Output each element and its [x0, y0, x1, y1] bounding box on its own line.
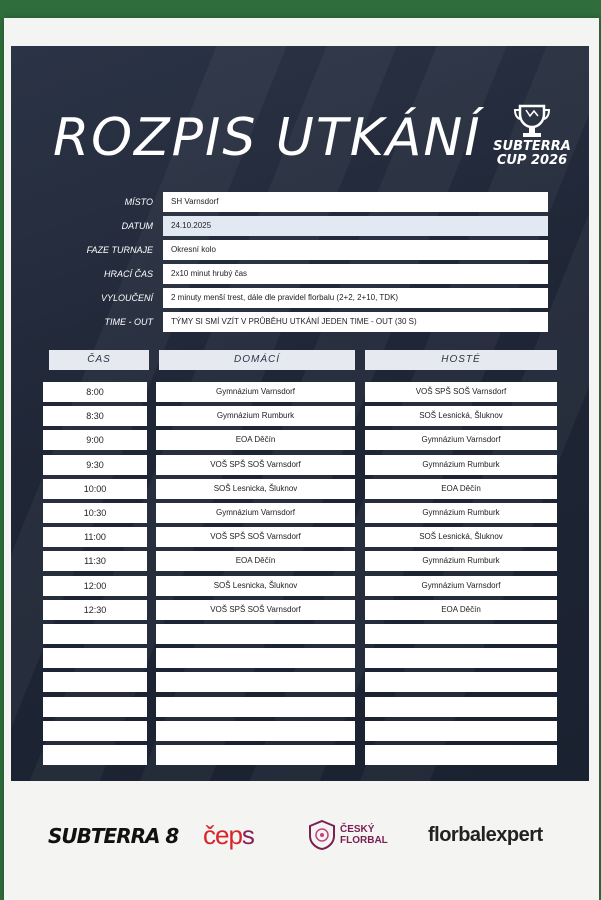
info-value: 2 minuty menší trest, dále dle pravidel florbalu (2+2, 2+10, TDK) [163, 288, 548, 308]
home-team-cell [156, 745, 355, 765]
time-cell [43, 697, 147, 717]
home-team-cell: VOŠ SPŠ SOŠ Varnsdorf [156, 455, 355, 475]
away-team-cell [365, 745, 557, 765]
away-team-cell [365, 648, 557, 668]
florbalexpert-logo: florbalexpert [428, 824, 543, 846]
cesky-florbal-line-2: FLORBAL [340, 835, 388, 846]
away-team-cell: Gymnázium Rumburk [365, 503, 557, 523]
away-team-cell [365, 624, 557, 644]
info-label: FAZE TURNAJE [86, 245, 153, 255]
column-header-home: DOMÁCÍ [159, 350, 355, 370]
time-cell: 9:30 [43, 455, 147, 475]
trophy-icon [512, 102, 552, 140]
away-team-cell: EOA Děčín [365, 479, 557, 499]
sponsor-bar [8, 808, 601, 868]
subterra-cup-logo [489, 102, 575, 192]
away-team-cell: Gymnázium Rumburk [365, 455, 557, 475]
home-team-cell [156, 672, 355, 692]
time-cell: 8:00 [43, 382, 147, 402]
home-team-cell: SOŠ Lesnicka, Šluknov [156, 576, 355, 596]
ceps-logo [203, 820, 254, 851]
time-cell: 11:30 [43, 551, 147, 571]
info-label: DATUM [121, 221, 153, 231]
time-cell: 12:00 [43, 576, 147, 596]
home-team-cell: Gymnázium Rumburk [156, 406, 355, 426]
away-team-cell: SOŠ Lesnická, Šluknov [365, 406, 557, 426]
cesky-florbal-line-1: ČESKÝ [340, 824, 375, 835]
time-cell: 8:30 [43, 406, 147, 426]
away-team-cell: Gymnázium Rumburk [365, 551, 557, 571]
away-team-cell: SOŠ Lesnická, Šluknov [365, 527, 557, 547]
info-label: HRACÍ ČAS [103, 269, 153, 279]
info-value: 24.10.2025 [163, 216, 548, 236]
florbal-shield-icon [308, 820, 336, 850]
away-team-cell: Gymnázium Varnsdorf [365, 430, 557, 450]
info-value: SH Varnsdorf [163, 192, 548, 212]
home-team-cell [156, 624, 355, 644]
subterra-logo: SUBTERRA 8 [48, 824, 179, 848]
time-cell: 9:00 [43, 430, 147, 450]
column-header-away: HOSTÉ [365, 350, 557, 370]
home-team-cell: VOŠ SPŠ SOŠ Varnsdorf [156, 600, 355, 620]
info-value: Okresní kolo [163, 240, 548, 260]
away-team-cell [365, 721, 557, 741]
paper-sheet [4, 18, 599, 900]
home-team-cell: VOŠ SPŠ SOŠ Varnsdorf [156, 527, 355, 547]
time-cell [43, 624, 147, 644]
logo-line-1: SUBTERRA [493, 139, 571, 154]
time-cell: 10:30 [43, 503, 147, 523]
info-label: MÍSTO [124, 197, 153, 207]
home-team-cell: Gymnázium Varnsdorf [156, 382, 355, 402]
home-team-cell [156, 697, 355, 717]
home-team-cell [156, 721, 355, 741]
away-team-cell [365, 672, 557, 692]
info-value: TÝMY SI SMÍ VZÍT V PRŮBĚHU UTKÁNÍ JEDEN TIME - OUT (30 S) [163, 312, 548, 332]
home-team-cell [156, 648, 355, 668]
away-team-cell: Gymnázium Varnsdorf [365, 576, 557, 596]
away-team-cell: EOA Děčín [365, 600, 557, 620]
cesky-florbal-logo [308, 820, 388, 855]
home-team-cell: EOA Děčín [156, 430, 355, 450]
time-cell [43, 648, 147, 668]
time-cell: 12:30 [43, 600, 147, 620]
logo-line-2: CUP 2026 [496, 153, 568, 168]
page-title: ROZPIS UTKÁNÍ [53, 108, 482, 168]
home-team-cell: SOŠ Lesnicka, Šluknov [156, 479, 355, 499]
time-cell [43, 745, 147, 765]
time-cell: 11:00 [43, 527, 147, 547]
ceps-logo-s: s [241, 820, 254, 850]
away-team-cell [365, 697, 557, 717]
column-header-time: ČAS [49, 350, 149, 370]
time-cell: 10:00 [43, 479, 147, 499]
home-team-cell: Gymnázium Varnsdorf [156, 503, 355, 523]
info-label: TIME - OUT [104, 317, 153, 327]
time-cell [43, 672, 147, 692]
away-team-cell: VOŠ SPŠ SOŠ Varnsdorf [365, 382, 557, 402]
ceps-logo-main: čep [203, 820, 242, 850]
schedule-poster [11, 46, 589, 781]
info-label: VYLOUČENÍ [100, 293, 153, 303]
home-team-cell: EOA Děčín [156, 551, 355, 571]
time-cell [43, 721, 147, 741]
info-value: 2x10 minut hrubý čas [163, 264, 548, 284]
